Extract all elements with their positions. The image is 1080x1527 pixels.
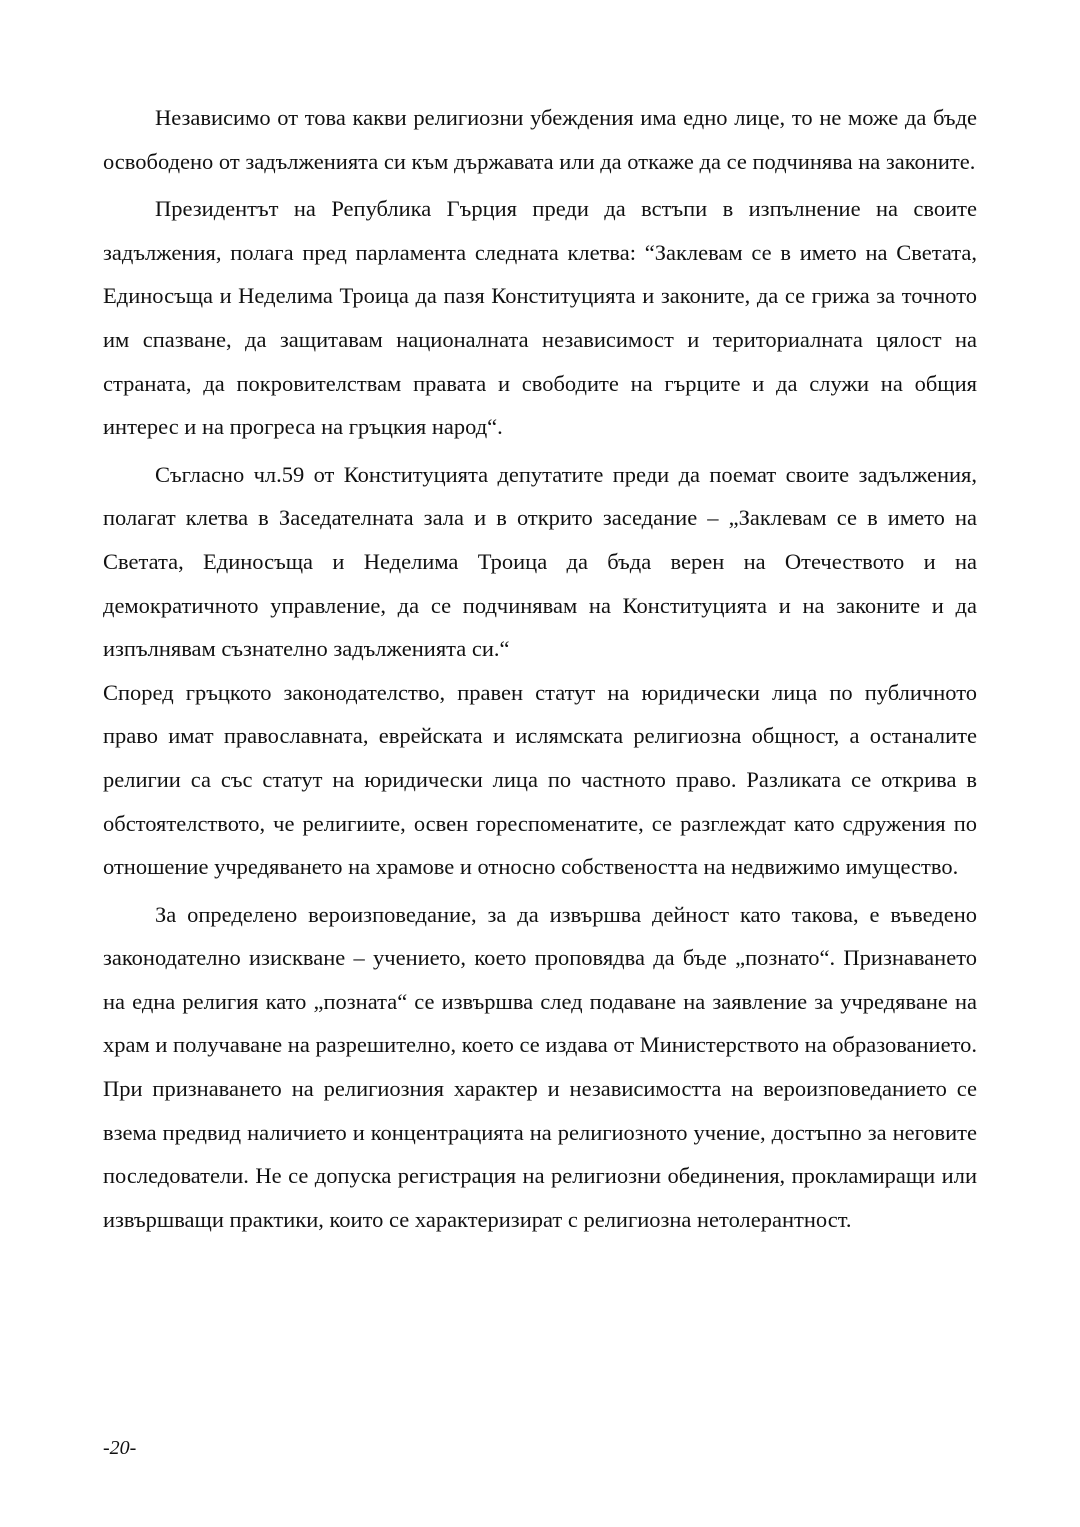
paragraph-recognition: За определено вероизповедание, за да извършва дейност като такова, е въведено законодателно изискване – учението, което проповядва да бъде „познато“. Признаването на една религия като „позната“ се извършва след подаване на заявление за учредяване на храм и получаване на разрешително, което се издава от Министерството на образованието. При признаването на религиозния характер и независимостта на вероизповеданието се взема предвид наличието и концентрацията на религиозното учение, достъпно за неговите последователи. Не се допуска регистрация на религиозни обединения, прокламиращи или извършващи практики, които се характеризират с религиозна нетолерантност. — [103, 901, 977, 1232]
page-number: -20- — [103, 1437, 137, 1459]
paragraph-religious-convictions: Независимо от това какви религиозни убеждения има едно лице, то не може да бъде освободено от задълженията си към държавата или да откаже да се подчинява на законите. — [103, 105, 977, 174]
paragraph-president-oath: Президентът на Република Гърция преди да встъпи в изпълнение на своите задължения, полага пред парламента следната клетва: “Заклевам се в името на Светата, Единосъща и Неделима Троица да пазя Конституцията и законите, да се грижа за точното им спазване, да защитавам националната независимост и териториалната цялост на страната, да покровителствам правата и свободите на гърците и да служи на общия интерес и на прогреса на гръцкия народ“. — [103, 196, 977, 440]
paragraph-legal-status: Според гръцкото законодателство, правен статут на юридически лица по публичното право имат православната, еврейската и ислямската религиозна общност, а останалите религии са със статут на юридически лица по частното право. Разликата се открива в обстоятелството, че религиите, освен гореспоменатите, се разглеждат като сдружения по отношение учредяването на храмове и относно собствеността на недвижимо имущество. — [103, 679, 977, 880]
paragraph-deputies-oath: Съгласно чл.59 от Конституцията депутатите преди да поемат своите задължения, полагат клетва в Заседателната зала и в открито заседание – „Заклевам се в името на Светата, Единосъща и Неделима Троица да бъда верен на Отечеството и на демократичното управление, да се подчинявам на Конституцията и на законите и да изпълнявам съзнателно задълженията си.“ — [103, 461, 977, 662]
document-body — [103, 96, 977, 1245]
